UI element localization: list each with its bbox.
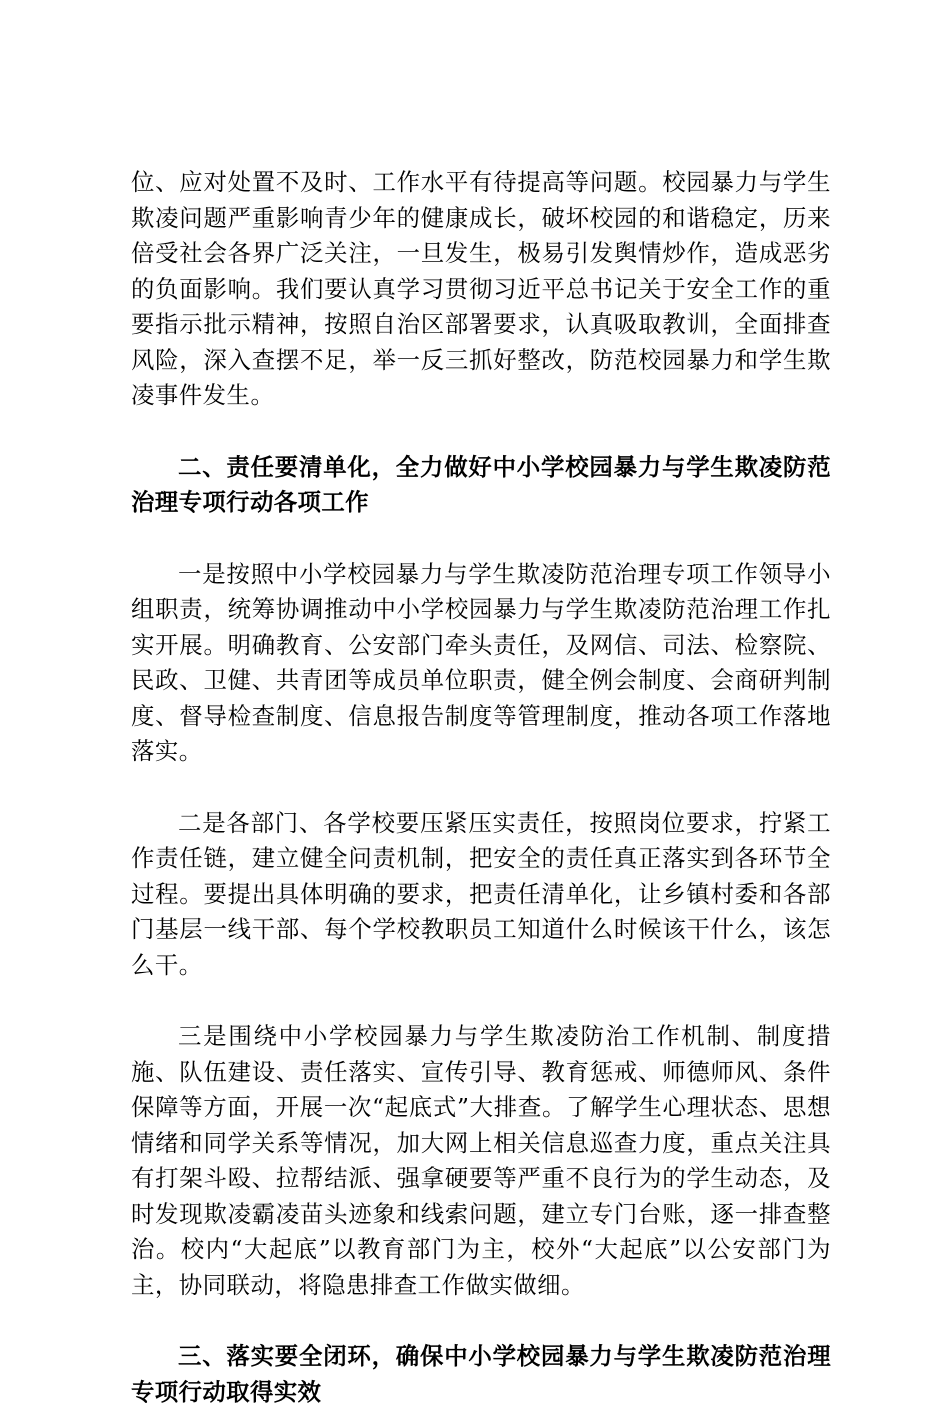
paragraph-item-3: 三是围绕中小学校园暴力与学生欺凌防治工作机制、制度措施、队伍建设、责任落实、宣传引导、教育惩戒、师德师风、条件保障等方面，开展一次“起底式”大排查。了解学生心理状态、思想情绪和同学关系等情况，加大网上相关信息巡查力度，重点关注具有打架斗殴、拉帮结派、强拿硬要等严重不良行为的学生动态，及时发现欺凌霸凌苗头迹象和线索问题，建立专门台账，逐一排查整治。校内“大起底”以教育部门为主，校外“大起底”以公安部门为主，协同联动，将隐患排查工作做实做细。 [131, 1022, 831, 1299]
paragraph-item-2: 二是各部门、各学校要压紧压实责任，按照岗位要求，拧紧工作责任链，建立健全问责机制，把安全的责任真正落实到各环节全过程。要提出具体明确的要求，把责任清单化，让乡镇村委和各部门基层一线干部、每个学校教职员工知道什么时候该干什么，该怎么干。 [131, 808, 831, 979]
paragraph-item-1: 一是按照中小学校园暴力与学生欺凌防范治理专项工作领导小组职责，统筹协调推动中小学校园暴力与学生欺凌防范治理工作扎实开展。明确教育、公安部门牵头责任，及网信、司法、检察院、民政、卫健、共青团等成员单位职责，健全例会制度、会商研判制度、督导检查制度、信息报告制度等管理制度，推动各项工作落地落实。 [131, 559, 831, 765]
paragraph-continuation: 位、应对处置不及时、工作水平有待提高等问题。校园暴力与学生欺凌问题严重影响青少年的健康成长，破坏校园的和谐稳定，历来倍受社会各界广泛关注，一旦发生，极易引发舆情炒作，造成恶劣的负面影响。我们要认真学习贯彻习近平总书记关于安全工作的重要指示批示精神，按照自治区部署要求，认真吸取教训，全面排查风险，深入查摆不足，举一反三抓好整改，防范校园暴力和学生欺凌事件发生。 [131, 168, 831, 409]
section-heading-2: 二、责任要清单化，全力做好中小学校园暴力与学生欺凌防范治理专项行动各项工作 [131, 452, 831, 516]
document-page [131, 165, 831, 1410]
section-heading-3: 三、落实要全闭环，确保中小学校园暴力与学生欺凌防范治理专项行动取得实效 [131, 1342, 831, 1406]
